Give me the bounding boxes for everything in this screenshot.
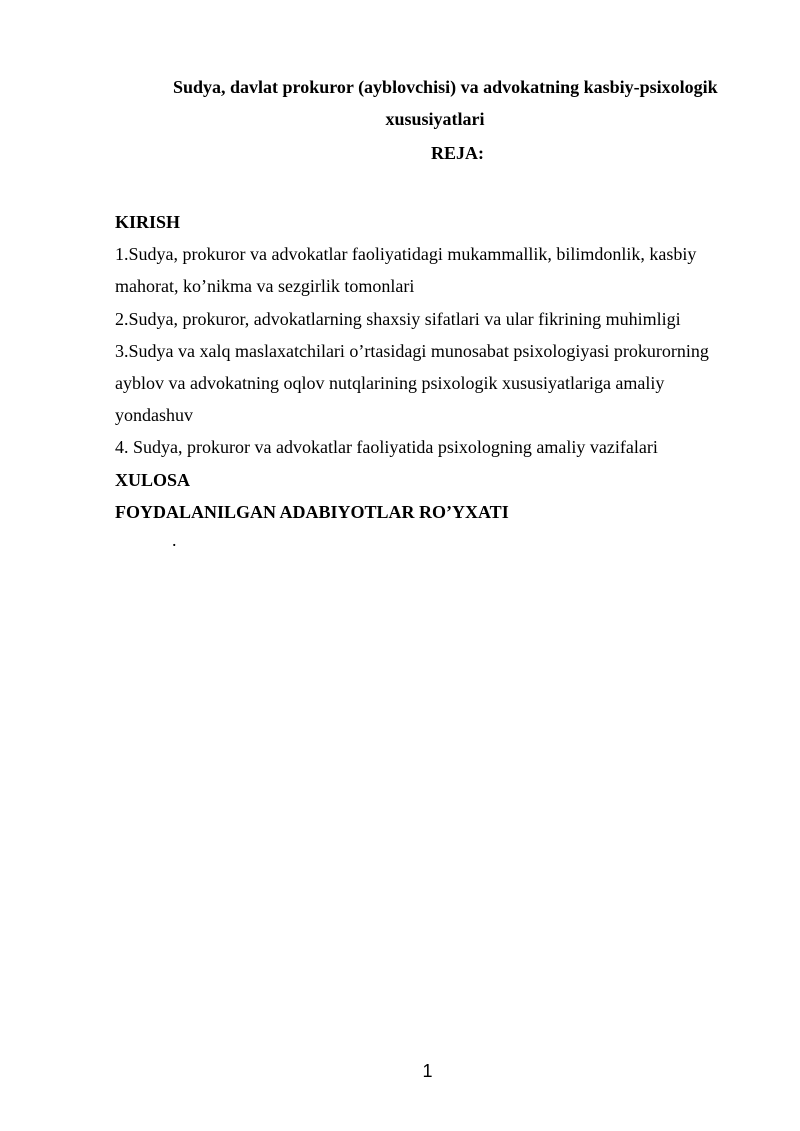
page-number: 1: [422, 1061, 433, 1081]
stray-dot: .: [172, 530, 177, 550]
intro-heading: KIRISH: [115, 212, 181, 232]
plan-item-1: 1.Sudya, prokuror va advokatlar faoliyatidagi mukammallik, bilimdonlik, kasbiy mahorat, ko’nikma va sezgirlik tomonlari: [115, 244, 697, 297]
document-title-line-2: xususiyatlari: [385, 109, 485, 129]
plan-item-2: 2.Sudya, prokuror, advokatlarning shaxsiy sifatlari va ular fikrining muhimligi: [115, 308, 681, 329]
plan-contents: [115, 206, 745, 528]
references-heading: FOYDALANILGAN ADABIYOTLAR RO’YXATI: [115, 501, 509, 522]
plan-heading: REJA:: [431, 143, 484, 163]
conclusion-heading: XULOSA: [115, 469, 191, 490]
document-title-line-1: Sudya, davlat prokuror (ayblovchisi) va advokatning kasbiy-psixologik: [173, 77, 718, 97]
plan-item-3: 3.Sudya va xalq maslaxatchilari o’rtasidagi munosabat psixologiyasi prokurorning ayblov va advokatning oqlov nutqlarining psixologik xususiyatlariga amaliy yondashuv: [115, 340, 709, 426]
plan-item-4: 4. Sudya, prokuror va advokatlar faoliyatida psixologning amaliy vazifalari: [115, 437, 658, 458]
